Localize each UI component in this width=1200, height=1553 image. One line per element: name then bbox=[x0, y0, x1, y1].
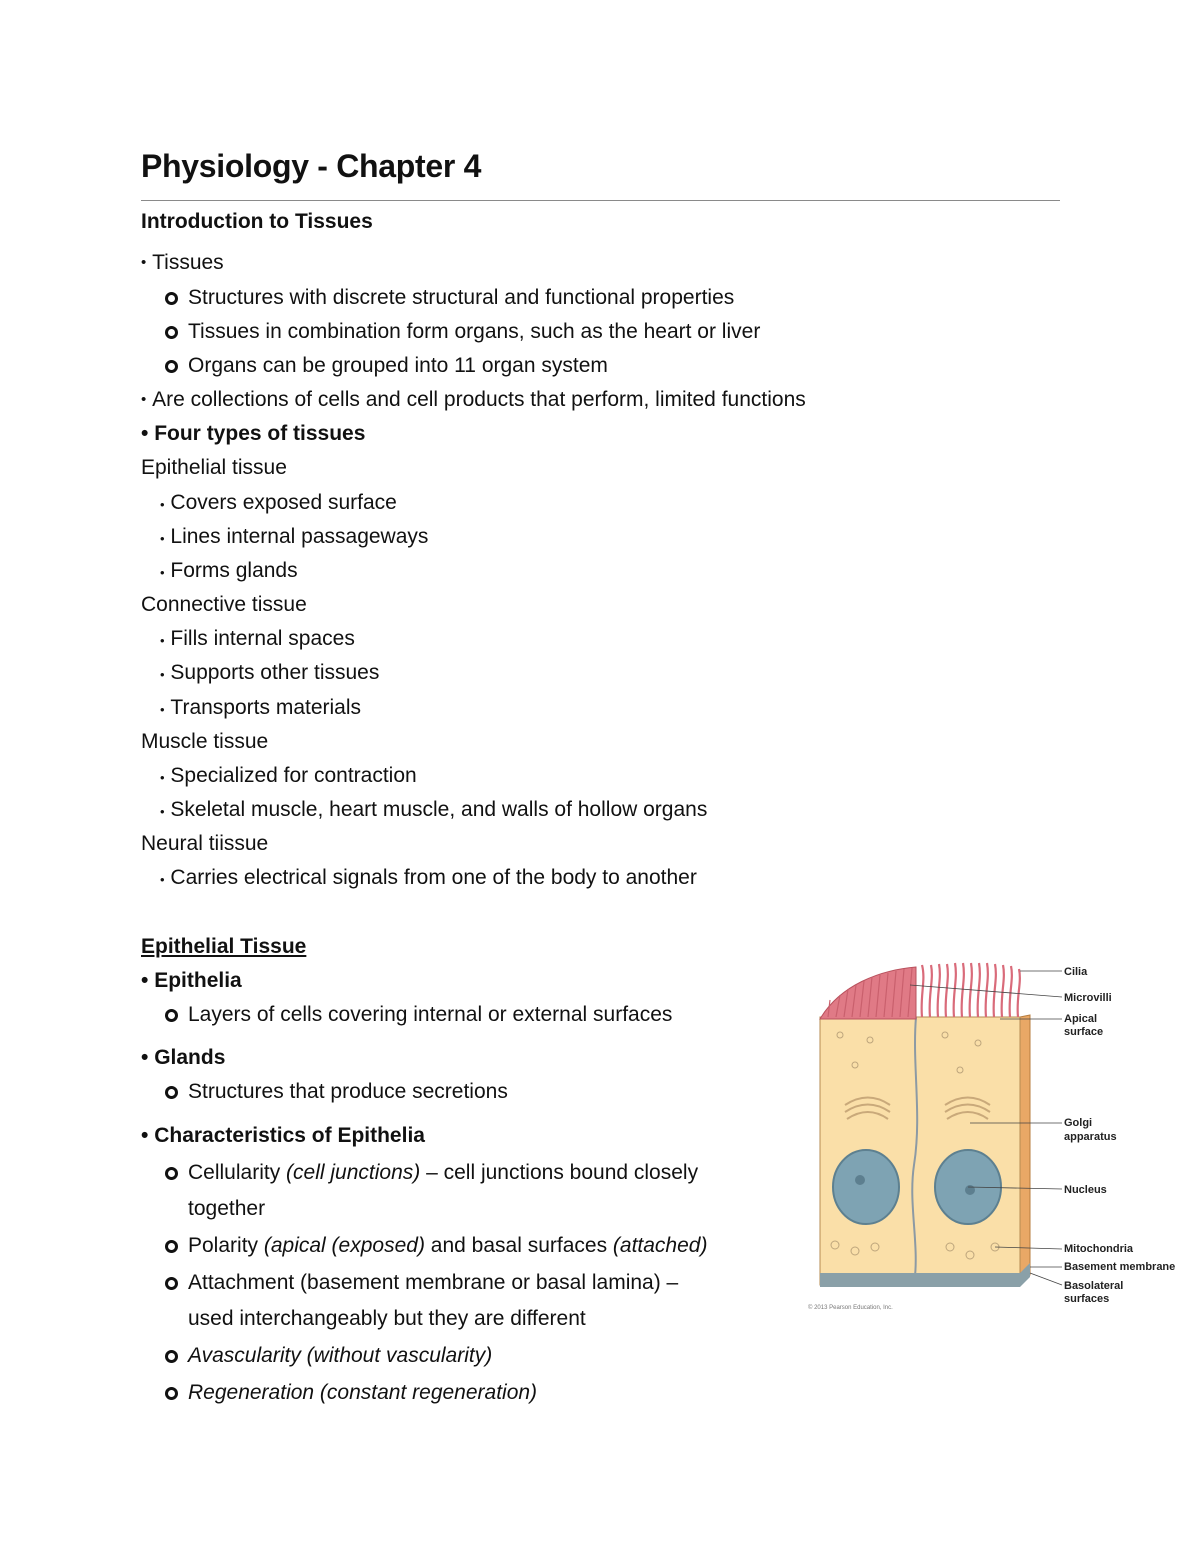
bullet-epithelia: • Epithelia bbox=[141, 969, 242, 992]
cell-body bbox=[820, 1017, 1020, 1285]
tissue-type-name: Neural tiissue bbox=[141, 832, 269, 855]
cell-side-face bbox=[1020, 1015, 1030, 1285]
sub-bullet-regeneration: Regeneration (constant regeneration) bbox=[188, 1381, 537, 1405]
bullet-four-types: • Four types of tissues bbox=[141, 422, 366, 445]
sub-bullet-continuation: used interchangeably but they are different bbox=[188, 1307, 586, 1330]
label-golgi-apparatus: apparatus bbox=[1064, 1131, 1117, 1143]
tissue-type-name: Epithelial tissue bbox=[141, 456, 287, 479]
label-golgi: Golgi bbox=[1064, 1117, 1093, 1129]
tissue-item: • Carries electrical signals from one of the body to another bbox=[160, 866, 697, 889]
sub-bullet-continuation: together bbox=[188, 1197, 266, 1220]
bullet-tissues: • Tissues bbox=[141, 251, 224, 274]
sub-bullet: Layers of cells covering internal or external surfaces bbox=[188, 1003, 672, 1027]
tissue-item: • Fills internal spaces bbox=[160, 627, 355, 650]
page-title: Physiology - Chapter 4 bbox=[141, 148, 482, 184]
label-apical-surface: surface bbox=[1064, 1026, 1104, 1038]
label-apical: Apical bbox=[1064, 1013, 1098, 1025]
tissue-item: • Lines internal passageways bbox=[160, 525, 429, 548]
label-mitochondria: Mitochondria bbox=[1064, 1243, 1134, 1255]
sub-bullet: Organs can be grouped into 11 organ system bbox=[188, 354, 608, 378]
tissue-item: • Skeletal muscle, heart muscle, and walls of hollow organs bbox=[160, 798, 708, 821]
sub-bullet: Structures that produce secretions bbox=[188, 1080, 508, 1104]
label-cilia: Cilia bbox=[1064, 966, 1088, 978]
tissue-type-name: Connective tissue bbox=[141, 593, 307, 616]
sub-bullet-avascularity: Avascularity (without vascularity) bbox=[188, 1344, 492, 1368]
title-divider bbox=[141, 200, 1060, 201]
figure-labels bbox=[1064, 966, 1175, 1305]
tissue-item: • Covers exposed surface bbox=[160, 491, 397, 514]
sub-bullet: Structures with discrete structural and functional properties bbox=[188, 286, 734, 310]
tissue-item: • Specialized for contraction bbox=[160, 764, 417, 787]
tissue-item: • Supports other tissues bbox=[160, 661, 380, 684]
nucleus-left bbox=[833, 1150, 899, 1224]
epithelial-heading: Epithelial Tissue bbox=[141, 935, 307, 958]
sub-bullet-attachment: Attachment (basement membrane or basal lamina) – bbox=[188, 1271, 678, 1295]
figure-credit: © 2013 Pearson Education, Inc. bbox=[808, 1305, 893, 1311]
bullet-collections: • Are collections of cells and cell products that perform, limited functions bbox=[141, 388, 806, 411]
nucleolus-right bbox=[965, 1185, 975, 1195]
bullet-characteristics: • Characteristics of Epithelia bbox=[141, 1124, 425, 1147]
tissue-item: • Transports materials bbox=[160, 696, 362, 719]
label-basement-membrane: Basement membrane bbox=[1064, 1261, 1176, 1273]
tissue-item: • Forms glands bbox=[160, 559, 298, 582]
label-nucleus: Nucleus bbox=[1064, 1184, 1107, 1196]
intro-heading: Introduction to Tissues bbox=[141, 210, 373, 233]
tissue-type-name: Muscle tissue bbox=[141, 730, 269, 753]
label-basolateral: Basolateral bbox=[1064, 1280, 1124, 1292]
label-microvilli: Microvilli bbox=[1064, 992, 1112, 1004]
sub-bullet-cellularity: Cellularity (cell junctions) – cell junctions bound closely bbox=[188, 1161, 698, 1185]
epithelial-cell-diagram bbox=[800, 955, 1185, 1315]
label-basolateral-surfaces: surfaces bbox=[1064, 1293, 1110, 1305]
nucleolus-left bbox=[855, 1175, 865, 1185]
bullet-glands: • Glands bbox=[141, 1046, 226, 1069]
sub-bullet: Tissues in combination form organs, such as the heart or liver bbox=[188, 320, 760, 344]
sub-bullet-polarity: Polarity (apical (exposed) and basal surfaces (attached) bbox=[188, 1234, 707, 1258]
